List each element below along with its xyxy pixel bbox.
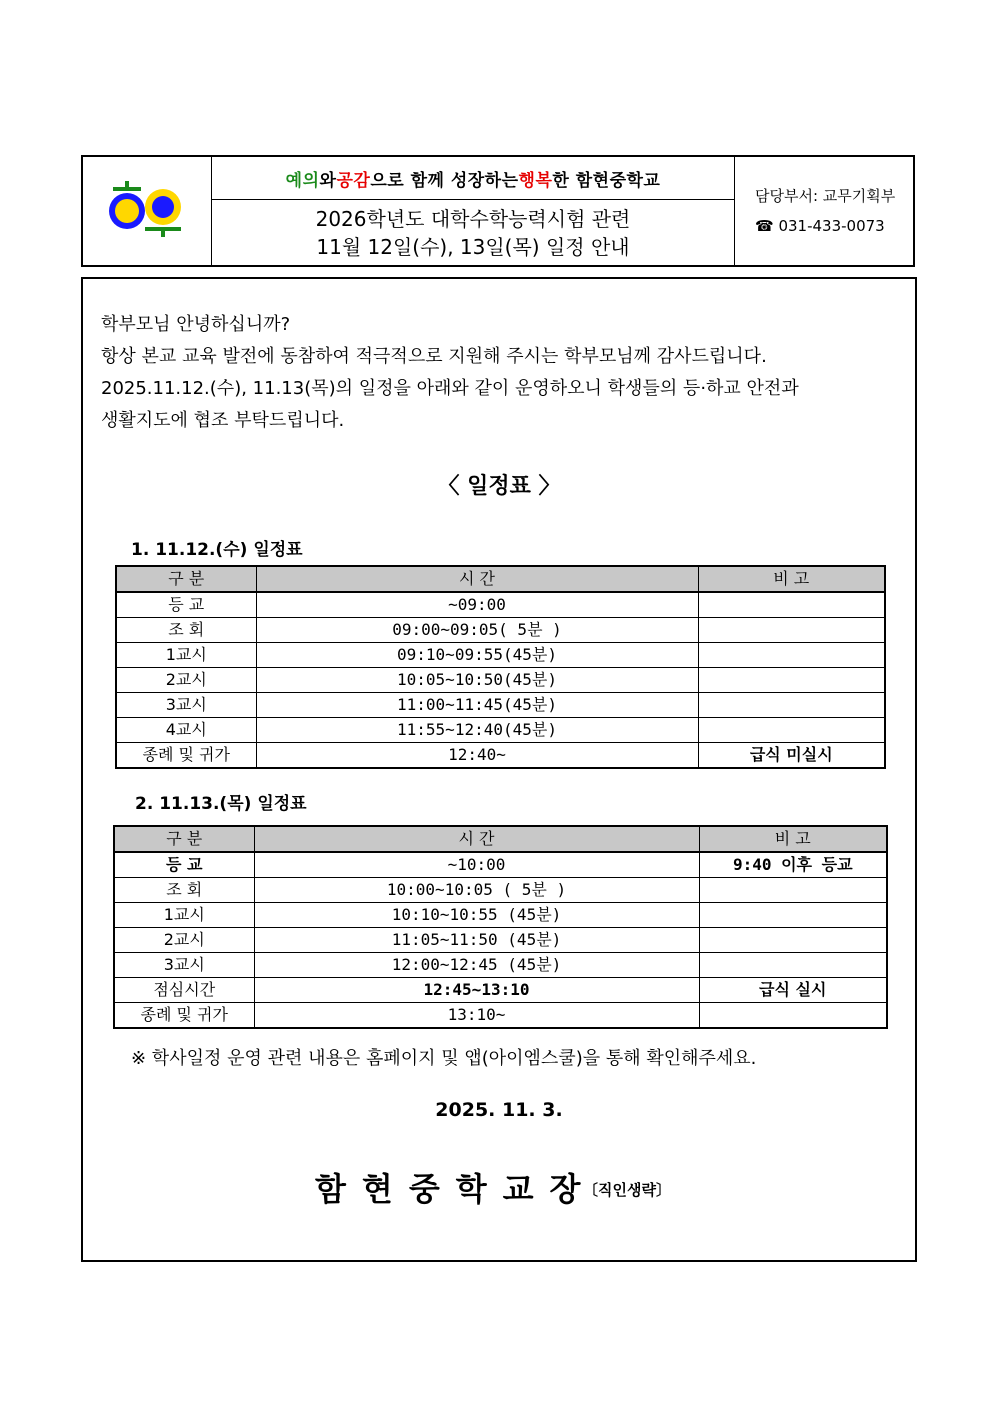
table-row: 조 회 10:00~10:05 ( 5분 ) (114, 878, 887, 903)
seal-omitted-label: 〔직인생략〕 (583, 1181, 671, 1199)
table-header-row: 구 분 시 간 비 고 (114, 826, 887, 852)
table-row: 1교시 10:10~10:55 (45분) (114, 903, 887, 928)
table-header-row: 구 분 시 간 비 고 (116, 566, 885, 592)
table-row: 종례 및 귀가 12:40~ 급식 미실시 (116, 743, 885, 769)
intro-paragraph: 학부모님 안녕하십니까? 항상 본교 교육 발전에 동참하여 적극적으로 지원해 주시는 학부모님께 감사드립니다. 2025.11.12.(수), 11.13(목)의 일정을 아래와 같이 운영하오니 학생들의 등·하교 안전과 생활지도에 협조 부탁드립니다. (101, 314, 799, 431)
schedule-heading: 〈 일정표 〉 (437, 474, 561, 499)
title-line-1: 2026학년도 대학수학능력시험 관련 (315, 206, 631, 231)
document-body (81, 277, 917, 1262)
document-header (81, 155, 915, 267)
title-line-2: 11월 12일(수), 13일(목) 일정 안내 (316, 234, 630, 259)
table-row: 조 회 09:00~09:05( 5분 ) (116, 618, 885, 643)
table-row: 등 교 ~09:00 (116, 592, 885, 618)
document-date: 2025. 11. 3. (435, 1099, 563, 1121)
table-row: 종례 및 귀가 13:10~ (114, 1003, 887, 1029)
table-row: 등 교 ~10:00 9:40 이후 등교 (114, 852, 887, 878)
table-row: 2교시 11:05~11:50 (45분) (114, 928, 887, 953)
phone-number: ☎ 031-433-0073 (755, 217, 885, 235)
principal-signature: 함현중학교장 (315, 1170, 597, 1208)
header-center (212, 157, 735, 265)
school-slogan: 예의 와 공감 으로 함께 성장하는 행복 한 함현중학교 (212, 157, 734, 200)
notice-text: ※ 학사일정 운영 관련 내용은 홈페이지 및 앱(아이엠스쿨)을 통해 확인해주세요. (131, 1048, 757, 1069)
table-row: 4교시 11:55~12:40(45분) (116, 718, 885, 743)
table2-title: 2. 11.13.(목) 일정표 (135, 794, 307, 814)
school-logo-icon (83, 157, 211, 265)
table-row: 3교시 11:00~11:45(45분) (116, 693, 885, 718)
schedule-table-1 (115, 565, 886, 769)
schedule-table-2 (113, 825, 888, 1029)
document-title (212, 200, 734, 265)
table-row: 2교시 10:05~10:50(45분) (116, 668, 885, 693)
table1-title: 1. 11.12.(수) 일정표 (131, 540, 303, 560)
table-row: 점심시간 12:45~13:10 급식 실시 (114, 978, 887, 1003)
table-row: 3교시 12:00~12:45 (45분) (114, 953, 887, 978)
table-row: 1교시 09:10~09:55(45분) (116, 643, 885, 668)
department-label: 담당부서: 교무기획부 (755, 187, 896, 205)
school-logo-cell (83, 157, 212, 265)
contact-info (735, 157, 913, 265)
